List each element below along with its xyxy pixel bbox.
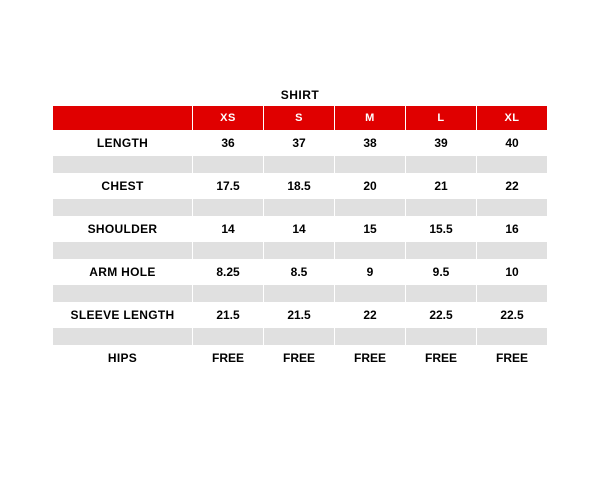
row-label-hips: HIPS bbox=[53, 346, 193, 371]
column-header-xl: XL bbox=[477, 106, 548, 131]
cell-chest-m: 20 bbox=[335, 174, 406, 199]
cell-sleeve-length-xl: 22.5 bbox=[477, 303, 548, 328]
table-corner-cell bbox=[53, 106, 193, 131]
cell-length-s: 37 bbox=[264, 131, 335, 156]
column-header-s: S bbox=[264, 106, 335, 131]
cell-arm-hole-s: 8.5 bbox=[264, 260, 335, 285]
cell-hips-xs: FREE bbox=[193, 346, 264, 371]
cell-hips-s: FREE bbox=[264, 346, 335, 371]
cell-hips-xl: FREE bbox=[477, 346, 548, 371]
cell-sleeve-length-m: 22 bbox=[335, 303, 406, 328]
column-header-xs: XS bbox=[193, 106, 264, 131]
table-spacer-row bbox=[53, 156, 548, 174]
column-header-l: L bbox=[406, 106, 477, 131]
table-header-row bbox=[53, 106, 548, 131]
cell-chest-l: 21 bbox=[406, 174, 477, 199]
size-chart-table bbox=[52, 105, 548, 371]
table-spacer-row bbox=[53, 328, 548, 346]
cell-sleeve-length-l: 22.5 bbox=[406, 303, 477, 328]
row-label-arm-hole: ARM HOLE bbox=[53, 260, 193, 285]
row-label-chest: CHEST bbox=[53, 174, 193, 199]
table-row bbox=[53, 260, 548, 285]
table-row bbox=[53, 303, 548, 328]
cell-shoulder-m: 15 bbox=[335, 217, 406, 242]
table-spacer-row bbox=[53, 285, 548, 303]
cell-shoulder-l: 15.5 bbox=[406, 217, 477, 242]
row-label-sleeve-length: SLEEVE LENGTH bbox=[53, 303, 193, 328]
cell-length-m: 38 bbox=[335, 131, 406, 156]
cell-arm-hole-xl: 10 bbox=[477, 260, 548, 285]
row-label-length: LENGTH bbox=[53, 131, 193, 156]
row-label-shoulder: SHOULDER bbox=[53, 217, 193, 242]
cell-chest-xl: 22 bbox=[477, 174, 548, 199]
cell-length-xl: 40 bbox=[477, 131, 548, 156]
table-spacer-row bbox=[53, 199, 548, 217]
table-row bbox=[53, 174, 548, 199]
table-row bbox=[53, 131, 548, 156]
cell-arm-hole-m: 9 bbox=[335, 260, 406, 285]
cell-chest-xs: 17.5 bbox=[193, 174, 264, 199]
cell-shoulder-xs: 14 bbox=[193, 217, 264, 242]
cell-length-l: 39 bbox=[406, 131, 477, 156]
cell-sleeve-length-xs: 21.5 bbox=[193, 303, 264, 328]
cell-hips-m: FREE bbox=[335, 346, 406, 371]
cell-hips-l: FREE bbox=[406, 346, 477, 371]
cell-shoulder-xl: 16 bbox=[477, 217, 548, 242]
column-header-m: M bbox=[335, 106, 406, 131]
cell-arm-hole-l: 9.5 bbox=[406, 260, 477, 285]
cell-sleeve-length-s: 21.5 bbox=[264, 303, 335, 328]
cell-chest-s: 18.5 bbox=[264, 174, 335, 199]
table-spacer-row bbox=[53, 242, 548, 260]
cell-arm-hole-xs: 8.25 bbox=[193, 260, 264, 285]
page-title: SHIRT bbox=[280, 88, 320, 102]
table-row bbox=[53, 346, 548, 371]
table-row bbox=[53, 217, 548, 242]
cell-shoulder-s: 14 bbox=[264, 217, 335, 242]
table-body bbox=[53, 131, 548, 371]
table-header bbox=[53, 106, 548, 131]
cell-length-xs: 36 bbox=[193, 131, 264, 156]
